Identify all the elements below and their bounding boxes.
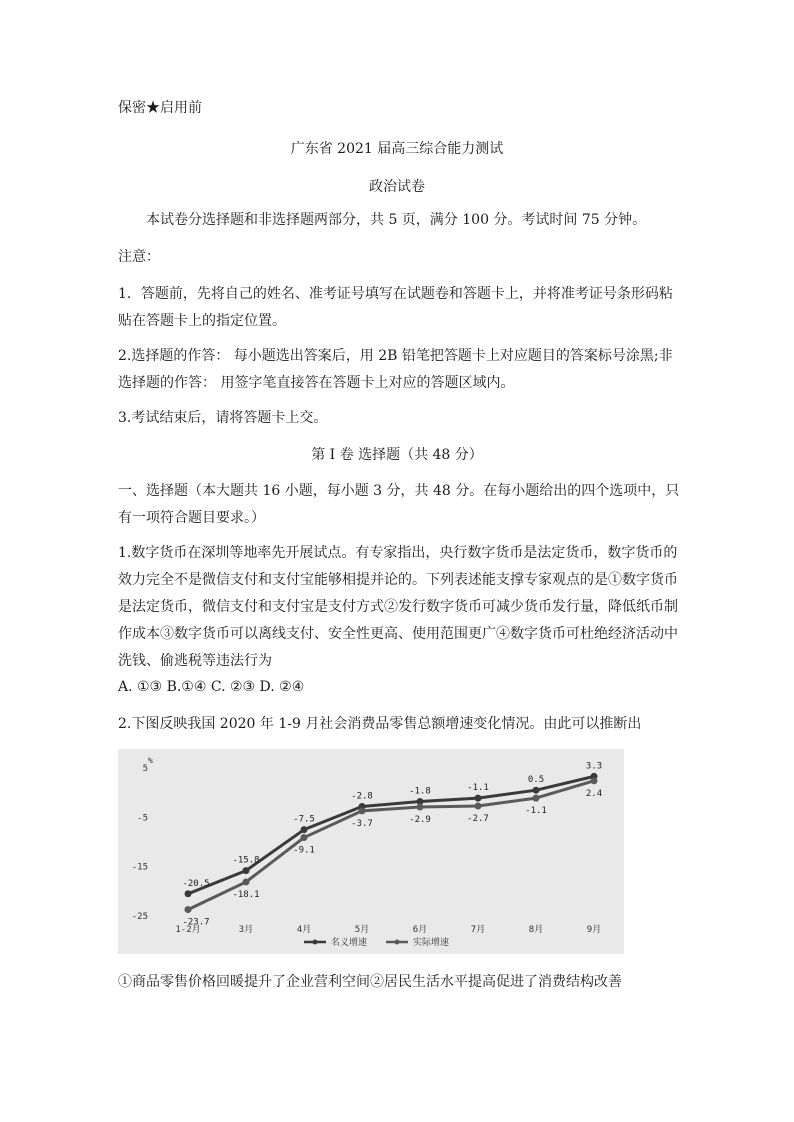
intro-text: 本试卷分选择题和非选择题两部分，共 5 页，满分 100 分。考试时间 75 分钟。 [146,212,647,228]
y-tick-label: -15 [131,862,148,873]
data-label: -3.7 [351,818,373,829]
data-label: -1.1 [467,783,489,794]
data-label: -1.8 [409,786,431,797]
x-tick-label: 1-2月 [175,925,201,935]
data-label: -2.9 [409,814,431,825]
x-tick-label: 8月 [528,925,544,935]
exam-subtitle: 政治试卷 [369,179,425,195]
data-label: -20.5 [182,878,210,889]
data-point [475,802,482,809]
y-axis-unit: % [148,756,153,765]
legend-label: 实际增速 [413,938,450,948]
data-label: -2.8 [351,791,373,802]
notice-heading: 注意： [118,249,160,265]
x-tick-label: 3月 [238,925,254,935]
section-title: 第 I 卷 选择题（共 48 分） [311,447,483,463]
legend-marker [395,940,400,945]
data-label: -9.1 [293,845,315,856]
data-point [591,777,598,784]
data-label: -2.7 [467,813,489,824]
question-2-text: 2.下图反映我国 2020 年 1-9 月社会消费品零售总额增速变化情况。由此可以推断出 [118,716,642,732]
data-point [301,834,308,841]
section-instruction: 一、选择题（本大题共 16 小题，每小题 3 分，共 48 分。在每小题给出的四个选项中，只有一项符合题目要求。） [118,483,680,526]
data-label: -18.1 [232,889,260,900]
data-point [417,803,424,810]
y-tick-label: -5 [137,813,148,824]
legend-label: 名义增速 [331,938,368,948]
y-tick-label: 5 [142,764,148,774]
data-label: 0.5 [527,775,545,786]
y-tick-label: -25 [131,912,148,922]
data-point [533,787,540,794]
series-line-1 [188,776,594,893]
notice-item-2: 2.选择题的作答： 每小题选出答案后，用 2B 铅笔把答题卡上对应题目的答案标号涂黑;非选择题的作答： 用签字笔直接答在答题卡上对应的答题区域内。 [118,348,673,391]
data-point [533,795,540,802]
x-tick-label: 6月 [412,925,428,935]
data-point [475,795,482,802]
data-point [359,807,366,814]
data-label: -7.5 [293,814,315,825]
data-label: 2.4 [585,788,603,799]
data-point [243,867,250,874]
legend-marker [313,940,318,945]
exam-title: 广东省 2021 届高三综合能力测试 [290,141,504,157]
retail-growth-chart [118,749,624,954]
notice-item-3: 3.考试结束后，请将答题卡上交。 [118,410,328,426]
line-chart [118,749,624,954]
question-2-statement: ①商品零售价格回暖提升了企业营利空间②居民生活水平提高促进了消费结构改善 [118,974,622,990]
data-point [301,826,308,833]
x-tick-label: 5月 [354,925,370,935]
question-1-text: 1.数字货币在深圳等地率先开展试点。有专家指出，央行数字货币是法定货币，数字货币的效力完全不是微信支付和支付宝能够相提并论的。下列表述能支撑专家观点的是①数字货币是法定货币，微信支付和支付宝是支付方式②发行数字货币可减少货币发行量，降低纸币制作成本③数字货币可以离线支付、安全性更高、使用范围更广④数字货币可杜绝经济活动中洗钱、偷逃税等违法行为 [118,545,678,669]
question-1-options: A. ①③ B.①④ C. ②③ D. ②④ [118,679,305,695]
data-point [243,878,250,885]
x-tick-label: 7月 [470,925,486,935]
data-label: 3.3 [585,761,603,772]
data-label: -15.8 [232,855,260,866]
chart-legend [304,936,449,948]
data-point [185,890,192,897]
data-point [185,906,192,913]
x-tick-label: 9月 [586,925,602,935]
data-label: -23.7 [182,917,210,928]
x-tick-label: 4月 [296,925,312,935]
data-label: -1.1 [525,806,547,817]
confidential-label: 保密★启用前 [118,100,202,116]
notice-item-1: 1．答题前，先将自己的姓名、准考证号填写在试题卷和答题卡上，并将准考证号条形码粘贴在答题卡上的指定位置。 [118,286,673,329]
